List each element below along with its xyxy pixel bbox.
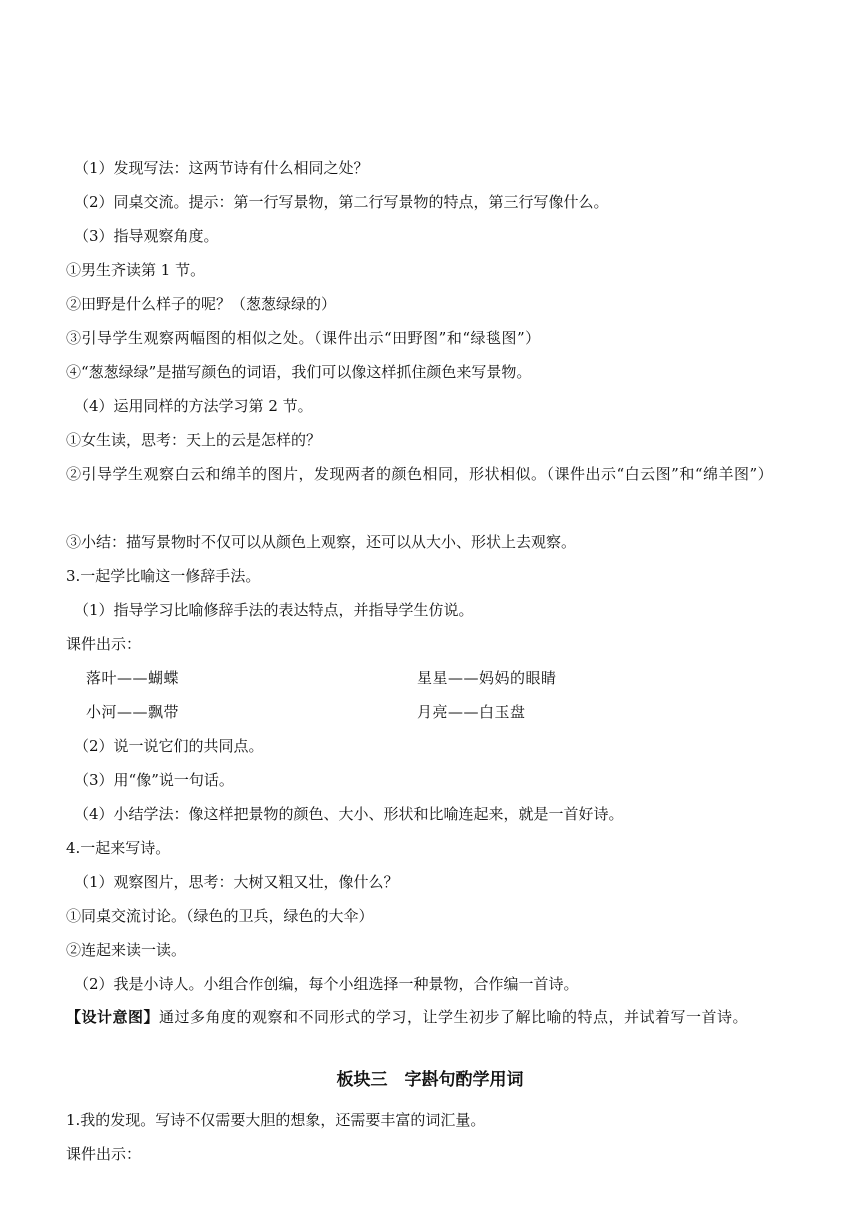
text-line: （4）运用同样的方法学习第 2 节。 xyxy=(74,397,313,415)
text-line: 课件出示： xyxy=(66,635,142,653)
design-intent xyxy=(32,1000,802,1034)
text-line: （1）指导学习比喻修辞手法的表达特点，并指导学生仿说。 xyxy=(74,601,474,619)
text-line: （3）指导观察角度。 xyxy=(74,227,219,245)
text-line: ②田野是什么样子的呢？（葱葱绿绿的） xyxy=(66,295,337,313)
section-title: 板块三 字斟句酌学用词 xyxy=(336,1070,524,1090)
pair-right-2: 月亮——白玉盘 xyxy=(417,703,526,721)
text-line: ①男生齐读第 1 节。 xyxy=(66,261,206,279)
design-intent-text: 通过多角度的观察和不同形式的学习，让学生初步了解比喻的特点，并试着写一首诗。 xyxy=(159,1008,749,1026)
text-line: 课件出示： xyxy=(66,1145,142,1163)
pair-left-1: 落叶——蝴蝶 xyxy=(86,669,180,687)
text-line: ①同桌交流讨论。（绿色的卫兵，绿色的大伞） xyxy=(66,907,374,925)
design-intent-label: 【设计意图】 xyxy=(66,1008,160,1026)
text-line: ④“葱葱绿绿”是描写颜色的词语，我们可以像这样抓住颜色来写景物。 xyxy=(66,363,532,381)
text-line: ③小结：描写景物时不仅可以从颜色上观察，还可以从大小、形状上去观察。 xyxy=(66,533,577,551)
text-line: （4）小结学法：像这样把景物的颜色、大小、形状和比喻连起来，就是一首好诗。 xyxy=(74,805,624,823)
text-line: （2）我是小诗人。小组合作创编，每个小组选择一种景物，合作编一首诗。 xyxy=(74,975,579,993)
text-line: （2）同桌交流。提示：第一行写景物，第二行写景物的特点，第三行写像什么。 xyxy=(74,193,609,211)
text-line: （1）观察图片，思考：大树又粗又壮，像什么？ xyxy=(74,873,399,891)
text-line: ③引导学生观察两幅图的相似之处。（课件出示“田野图”和“绿毯图”） xyxy=(66,329,541,347)
text-line: （3）用“像”说一句话。 xyxy=(74,771,234,789)
text-line: 3.一起学比喻这一修辞手法。 xyxy=(66,567,261,585)
text-line: ①女生读，思考：天上的云是怎样的？ xyxy=(66,431,322,449)
text-line: ②连起来读一读。 xyxy=(66,941,187,959)
text-line: （2）说一说它们的共同点。 xyxy=(74,737,264,755)
text-line: 1.我的发现。写诗不仅需要大胆的想象，还需要丰富的词汇量。 xyxy=(66,1111,486,1129)
text-paragraph: ②引导学生观察白云和绵羊的图片，发现两者的颜色相同，形状相似。（课件出示“白云图”和“绵羊图”） xyxy=(66,465,774,483)
pair-right-1: 星星——妈妈的眼睛 xyxy=(417,669,557,687)
pair-left-2: 小河——飘带 xyxy=(86,703,180,721)
text-line: （1）发现写法：这两节诗有什么相同之处？ xyxy=(74,159,369,177)
text-line: 4.一起来写诗。 xyxy=(66,839,171,857)
